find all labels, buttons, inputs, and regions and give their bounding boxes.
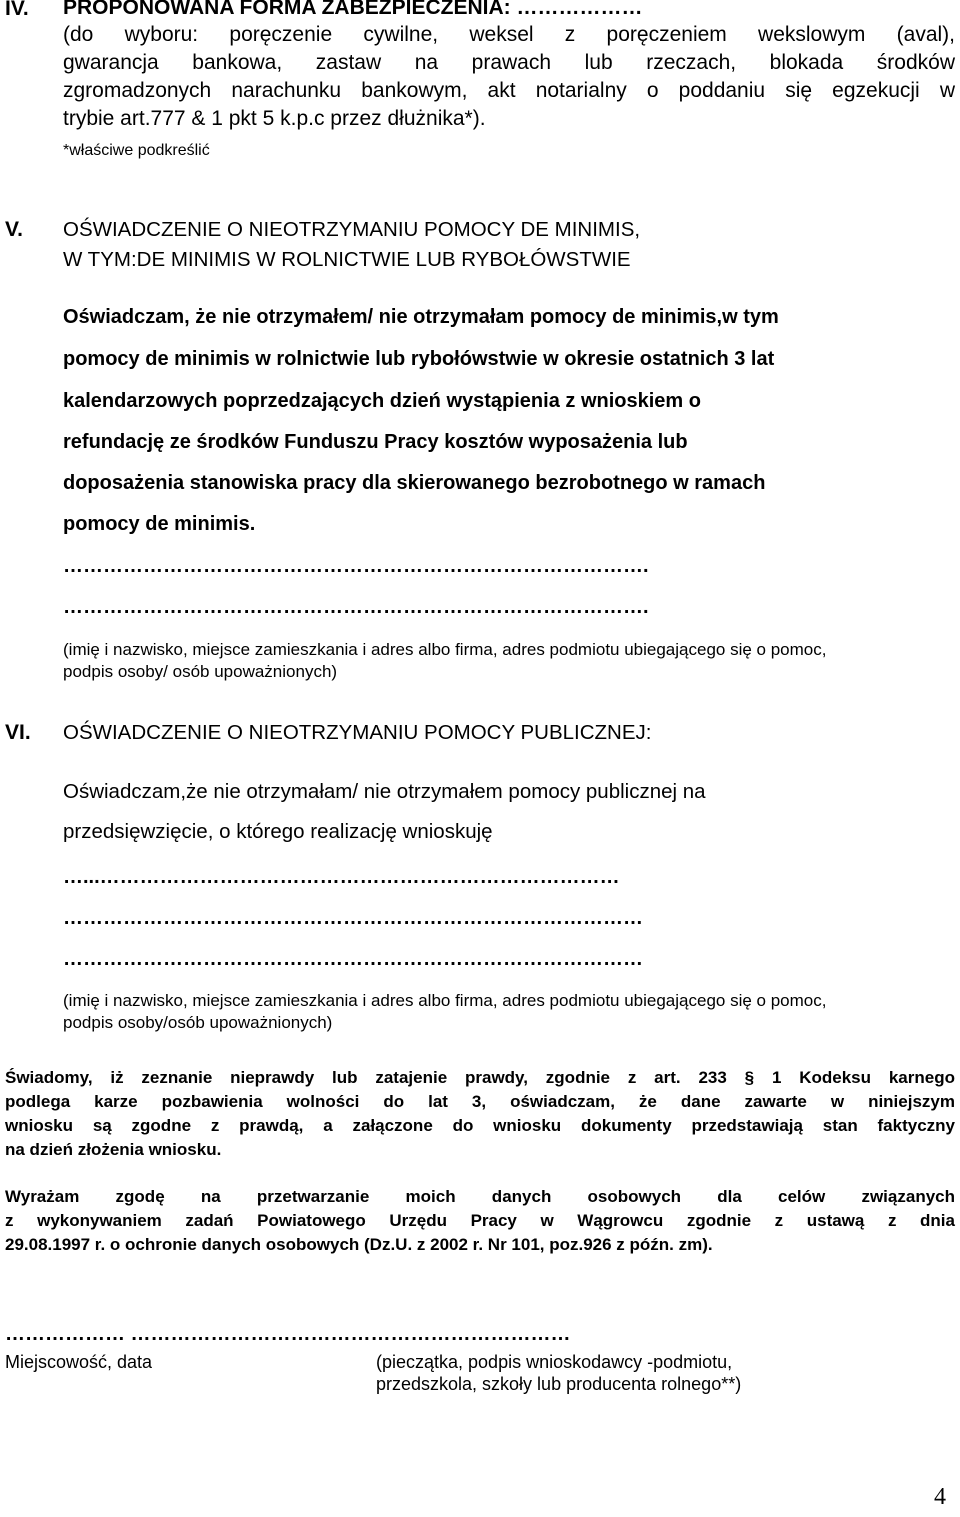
section-v-body-line-5: doposażenia stanowiska pracy dla skierowanego bezrobotnego w ramach <box>63 472 766 494</box>
stamp-label-line-1: (pieczątka, podpis wnioskodawcy -podmiotu, <box>376 1352 733 1372</box>
declaration-2-line-1: Wyrażam zgodę na przetwarzanie moich danych osobowych dla celów związanych <box>5 1187 955 1206</box>
section-v-signature-dots-2: ……………………………………………………………………………. <box>63 596 649 618</box>
section-v-caption-line-2: podpis osoby/ osób upoważnionych) <box>63 662 338 681</box>
section-v-number: V. <box>5 218 23 241</box>
section-v-body-line-3: kalendarzowych poprzedzających dzień wystąpienia z wnioskiem o <box>63 390 701 412</box>
signature-dots: ……………… ………………………………………………………… <box>5 1323 571 1345</box>
declaration-2-line-2: z wykonywaniem zadań Powiatowego Urzędu Pracy w Wągrowcu zgodnie z ustawą z dnia <box>5 1211 955 1230</box>
declaration-1-line-2: podlega karze pozbawienia wolności do lat 3, oświadczam, że dane zawarte w niniejszym <box>5 1092 955 1111</box>
section-vi-body-line-1: Oświadczam,że nie otrzymałam/ nie otrzymałem pomocy publicznej na <box>63 780 706 803</box>
section-v-body-line-4: refundację ze środków Funduszu Pracy kosztów wyposażenia lub <box>63 431 688 453</box>
section-vi-number: VI. <box>5 721 31 744</box>
section-vi-signature-dots-3: …………………………………………………………………………… <box>63 948 643 970</box>
section-vi-caption-line-2: podpis osoby/osób upoważnionych) <box>63 1013 333 1032</box>
section-iv-heading: PROPONOWANA FORMA ZABEZPIECZENIA: ……………… <box>63 0 643 19</box>
section-v-signature-dots-1: ……………………………………………………………………………. <box>63 555 649 577</box>
declaration-1-line-1: Świadomy, iż zeznanie nieprawdy lub zatajenie prawdy, zgodnie z art. 233 § 1 Kodeksu karnego <box>5 1068 955 1087</box>
section-iv-line-3: zgromadzonych narachunku bankowym, akt notarialny o poddaniu się egzekucji w <box>63 79 955 102</box>
place-date-label: Miejscowość, data <box>5 1352 153 1372</box>
section-v-body-line-2: pomocy de minimis w rolnictwie lub rybołówstwie w okresie ostatnich 3 lat <box>63 348 775 370</box>
section-iv-number: IV. <box>5 0 29 20</box>
section-iv-footnote: *właściwe podkreślić <box>63 142 210 159</box>
declaration-2-line-3: 29.08.1997 r. o ochronie danych osobowych (Dz.U. z 2002 r. Nr 101, poz.926 z późn. zm). <box>5 1235 713 1254</box>
section-v-body-line-6: pomocy de minimis. <box>63 513 256 535</box>
stamp-label-line-2: przedszkola, szkoły lub producenta rolnego**) <box>376 1374 742 1394</box>
section-vi-signature-dots-2: …………………………………………………………………………… <box>63 907 643 929</box>
section-v-body-line-1: Oświadczam, że nie otrzymałem/ nie otrzymałam pomocy de minimis,w tym <box>63 306 779 328</box>
section-vi-body-line-2: przedsięwzięcie, o którego realizację wnioskuję <box>63 820 493 843</box>
declaration-1-line-3: wniosku są zgodne z prawdą, a załączone do wniosku dokumenty przedstawiają stan faktyczny <box>5 1116 955 1135</box>
section-v-caption-line-1: (imię i nazwisko, miejsce zamieszkania i adres albo firma, adres podmiotu ubiegającego się o pomoc, <box>63 640 827 659</box>
section-iv-line-4: trybie art.777 & 1 pkt 5 k.p.c przez dłużnika*). <box>63 107 486 130</box>
section-vi-title: OŚWIADCZENIE O NIEOTRZYMANIU POMOCY PUBLICZNEJ: <box>63 721 652 744</box>
section-vi-signature-dots-1: …...…………………………………………………………………… <box>63 866 620 888</box>
page-number: 4 <box>934 1484 946 1510</box>
section-v-title-line-2: W TYM:DE MINIMIS W ROLNICTWIE LUB RYBOŁÓWSTWIE <box>63 248 631 271</box>
section-iv-line-1: (do wyboru: poręczenie cywilne, weksel z poręczeniem wekslowym (aval), <box>63 23 955 46</box>
section-vi-caption-line-1: (imię i nazwisko, miejsce zamieszkania i adres albo firma, adres podmiotu ubiegającego się o pomoc, <box>63 991 827 1010</box>
section-iv-line-2: gwarancja bankowa, zastaw na prawach lub rzeczach, blokada środków <box>63 51 955 74</box>
declaration-1-line-4: na dzień złożenia wniosku. <box>5 1140 222 1159</box>
section-v-title-line-1: OŚWIADCZENIE O NIEOTRZYMANIU POMOCY DE MINIMIS, <box>63 218 641 241</box>
